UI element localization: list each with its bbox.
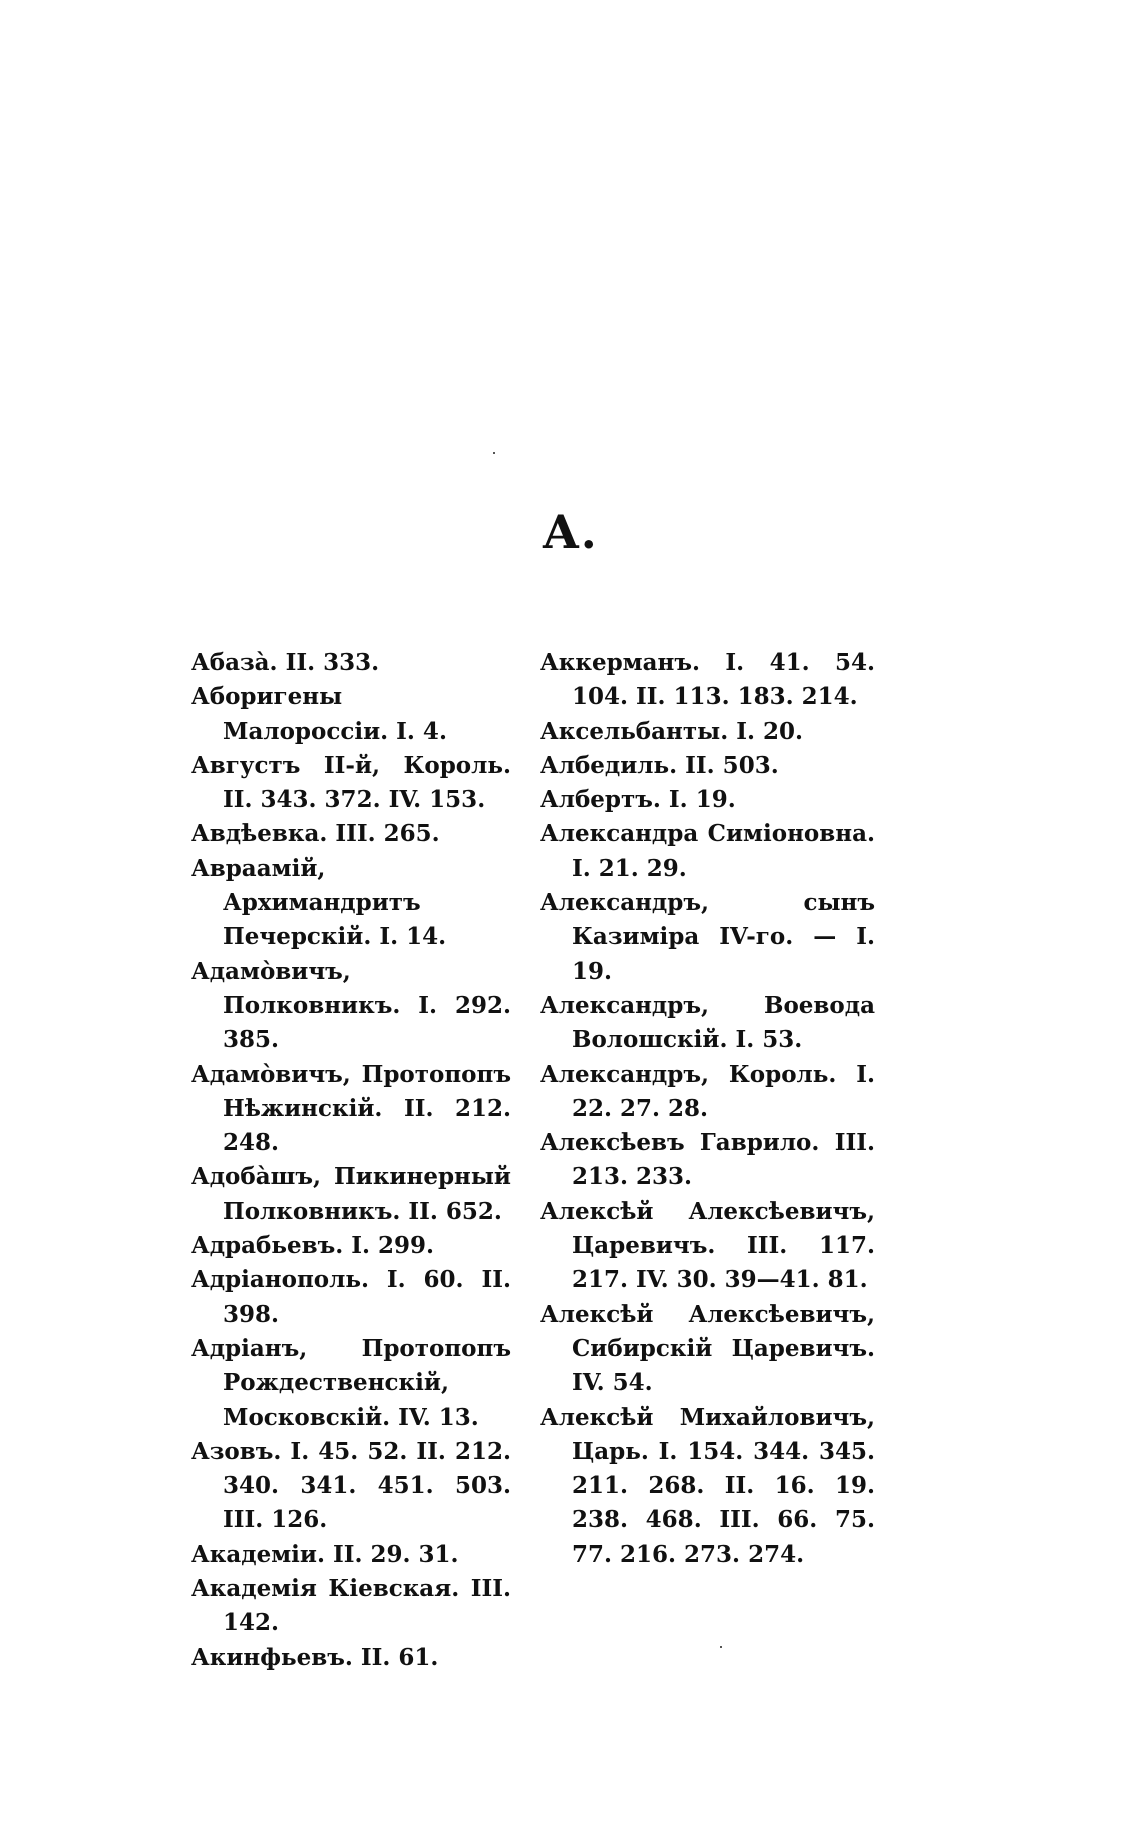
index-column-right bbox=[540, 646, 875, 1572]
index-entry: Абаза̀. II. 333. bbox=[191, 649, 380, 676]
index-entry: Алексѣй Михайловичъ, Царь. I. 154. 344. 345. 211. 268. II. 16. 19. 238. 468. III. 66. 75. 77. 216. 273. 274. bbox=[540, 1403, 875, 1568]
print-speck bbox=[493, 452, 495, 454]
index-entry: Алексѣевъ Гаврило. III. 213. 233. bbox=[540, 1129, 875, 1191]
index-entry: Адріанъ, Протопопъ Рождественскій, Московскій. IV. 13. bbox=[191, 1334, 511, 1431]
index-entry: Александра Симіоновна. I. 21. 29. bbox=[540, 820, 875, 882]
index-entry: Адоба̀шъ, Пикинерный Полковникъ. II. 652. bbox=[191, 1163, 511, 1225]
index-entry: Адамо̀вичъ, Полковникъ. I. 292. 385. bbox=[191, 957, 511, 1054]
print-speck bbox=[720, 1646, 722, 1648]
index-entry: Академіи. II. 29. 31. bbox=[191, 1540, 459, 1568]
index-entry: Албедиль. II. 503. bbox=[540, 751, 779, 779]
section-letter-heading: А. bbox=[542, 505, 598, 559]
index-entry: Авдѣевка. III. 265. bbox=[191, 820, 440, 848]
index-entry: Азовъ. I. 45. 52. II. 212. 340. 341. 451. 503. III. 126. bbox=[191, 1437, 511, 1534]
index-entry: Албертъ. I. 19. bbox=[540, 786, 736, 814]
index-entry: Александръ, Воевода Волошскій. I. 53. bbox=[540, 991, 875, 1054]
index-entry: Алексѣй Алексѣевичъ, Царевичъ. III. 117. 217. IV. 30. 39—41. 81. bbox=[540, 1197, 875, 1294]
index-entry: Адріанополь. I. 60. II. 398. bbox=[191, 1266, 511, 1328]
index-entry: Адрабьевъ. I. 299. bbox=[191, 1232, 435, 1260]
index-entry: Александръ, Король. I. 22. 27. 28. bbox=[540, 1060, 875, 1122]
index-entry: Академія Кіевская. III. 142. bbox=[191, 1575, 511, 1637]
index-entry: Алексѣй Алексѣевичъ, Сибирскій Царевичъ. IV. 54. bbox=[540, 1300, 875, 1397]
index-entry: Адамо̀вичъ, Протопопъ Нѣжинскій. II. 212. 248. bbox=[191, 1060, 511, 1157]
index-entry: Аккерманъ. I. 41. 54. 104. II. 113. 183. 214. bbox=[540, 649, 875, 711]
index-entry: Аксельбанты. I. 20. bbox=[540, 717, 803, 745]
index-entry: Аборигены Малороссіи. I. 4. bbox=[191, 683, 447, 745]
index-column-left bbox=[191, 646, 511, 1675]
index-entry: Александръ, сынъ Казиміра IV-го. — I. 19. bbox=[540, 889, 875, 985]
index-entry: Акинфьевъ. II. 61. bbox=[191, 1643, 439, 1671]
index-entry: Августъ II-й, Король. II. 343. 372. IV. 153. bbox=[191, 751, 511, 814]
index-entry: Авраамій, Архимандритъ Печерскій. I. 14. bbox=[191, 854, 447, 951]
